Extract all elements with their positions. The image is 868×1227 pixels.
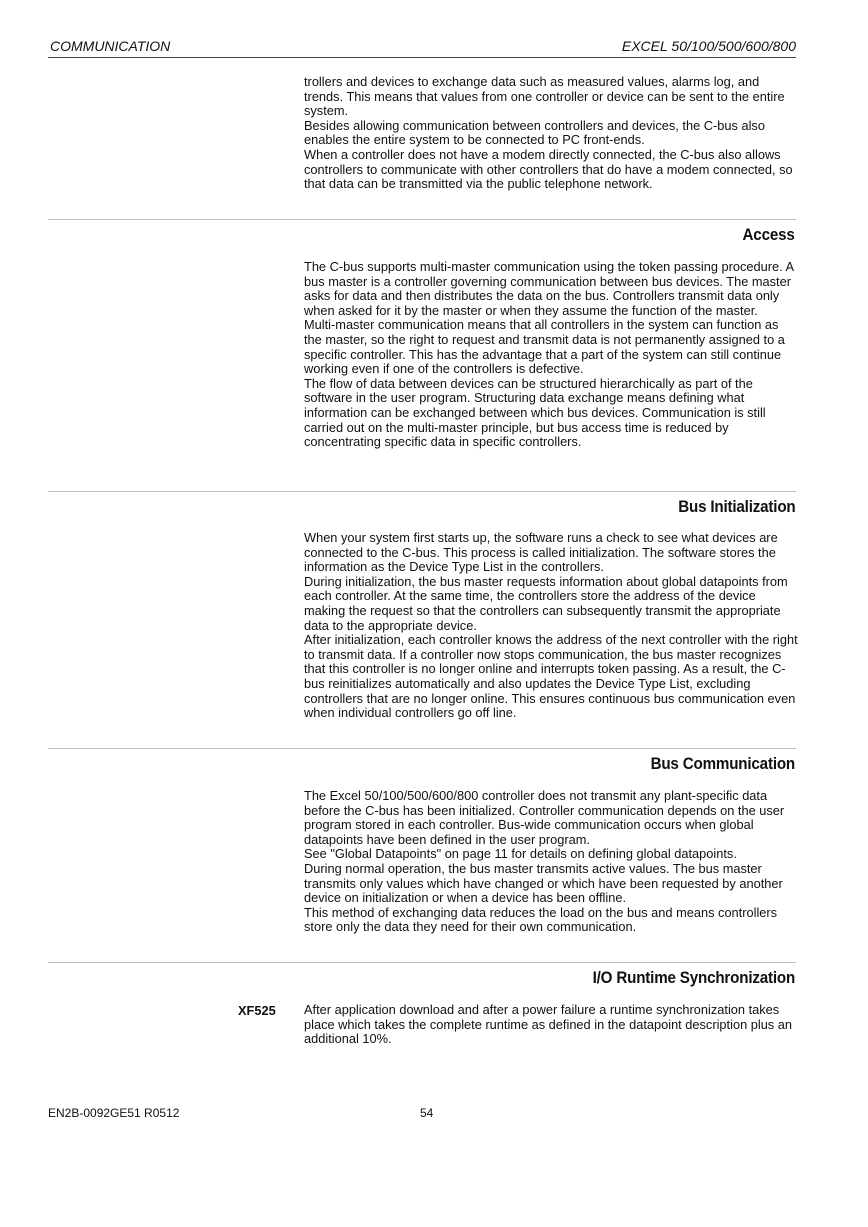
header-chapter-title: COMMUNICATION [50,38,171,54]
section-paragraph: This method of exchanging data reduces the load on the bus and means controllers store only the data they need for their own communication. [304,904,778,935]
intro-text [304,75,799,192]
section-body-bus-communication [304,789,799,935]
section-paragraph: Multi-master communication means that all controllers in the system can function as the master, so the right to request and transmit data is not permanently assigned to a specific controller. This has the advantage that a part of the system can still continue working even if one of the controllers is defective. [304,317,785,377]
section-paragraph: During normal operation, the bus master transmits active values. The bus master transmits only values which have changed or which have been requested by another device on initialization or when a device has been offline. [304,860,783,906]
footer-document-number: EN2B-0092GE51 R0512 [48,1106,180,1120]
section-divider [48,491,796,492]
section-paragraph: See "Global Datapoints" on page 11 for details on defining global datapoints. [304,846,737,862]
section-paragraph: During initialization, the bus master requests information about global datapoints from each controller. At the same time, the controllers store the address of the device making the request so that the controllers can subsequently transmit the appropriate data to the appropriate device. [304,573,788,633]
section-title-io-runtime-synchronization: I/O Runtime Synchronization [592,969,795,987]
intro-paragraph: When a controller does not have a modem directly connected, the C-bus also allows controllers to communicate with other controllers that do have a modem connected, so that data can be transmitted via the public telephone network. [304,146,793,192]
side-label-xf525: XF525 [238,1003,276,1018]
section-paragraph: The C-bus supports multi-master communication using the token passing procedure. A bus master is a controller governing communication between bus devices. The master asks for data and then distributes the data on the bus. Controllers transmit data only when asked for it by the master or when they assume the function of the master. [304,259,794,318]
section-divider [48,748,796,749]
section-paragraph: After initialization, each controller knows the address of the next controller with the right to transmit data. If a controller now stops communication, the bus master recognizes that this controller is no longer online and interrupts token passing. As a result, the C-bus reinitializes automatically and also updates the Device Type List, excluding controllers that are no longer online. This ensures continuous bus communication even when individual controllers go off line. [304,632,798,721]
section-paragraph: After application download and after a power failure a runtime synchronization takes place which takes the complete runtime as defined in the datapoint description plus an additional 10%. [304,1002,793,1047]
intro-paragraph: trollers and devices to exchange data such as measured values, alarms log, and trends. This means that values from one controller or device can be sent to the entire system. [304,74,785,119]
intro-paragraph: Besides allowing communication between controllers and devices, the C-bus also enables the entire system to be connected to PC front-ends. [304,117,765,148]
section-divider [48,962,796,963]
section-divider [48,219,796,220]
page-header [48,37,796,58]
section-paragraph: When your system first starts up, the software runs a check to see what devices are connected to the C-bus. This process is called initialization. The software stores the information as the Device Type List in the controllers. [304,530,778,575]
footer-page-number: 54 [420,1106,434,1120]
section-paragraph: The Excel 50/100/500/600/800 controller does not transmit any plant-specific data before the C-bus has been initialized. Controller communication depends on the user program stored in each controller. Bus-wide communication occurs when global datapoints have been defined in the user program. [304,788,785,847]
header-product-title: EXCEL 50/100/500/600/800 [621,38,796,54]
section-body-bus-initialization [304,531,799,721]
section-paragraph: The flow of data between devices can be structured hierarchically as part of the software in the user program. Structuring data exchange means defining what information can be exchanged between which bus devices. Communication is still carried out on the multi-master principle, but bus access time is reduced by concentrating specific data in specific controllers. [304,375,766,450]
section-body-io-runtime-synchronization [304,1003,799,1047]
section-title-bus-initialization: Bus Initialization [677,498,795,516]
section-body-access [304,260,799,450]
section-title-access: Access [742,226,795,244]
section-title-bus-communication: Bus Communication [650,755,795,773]
